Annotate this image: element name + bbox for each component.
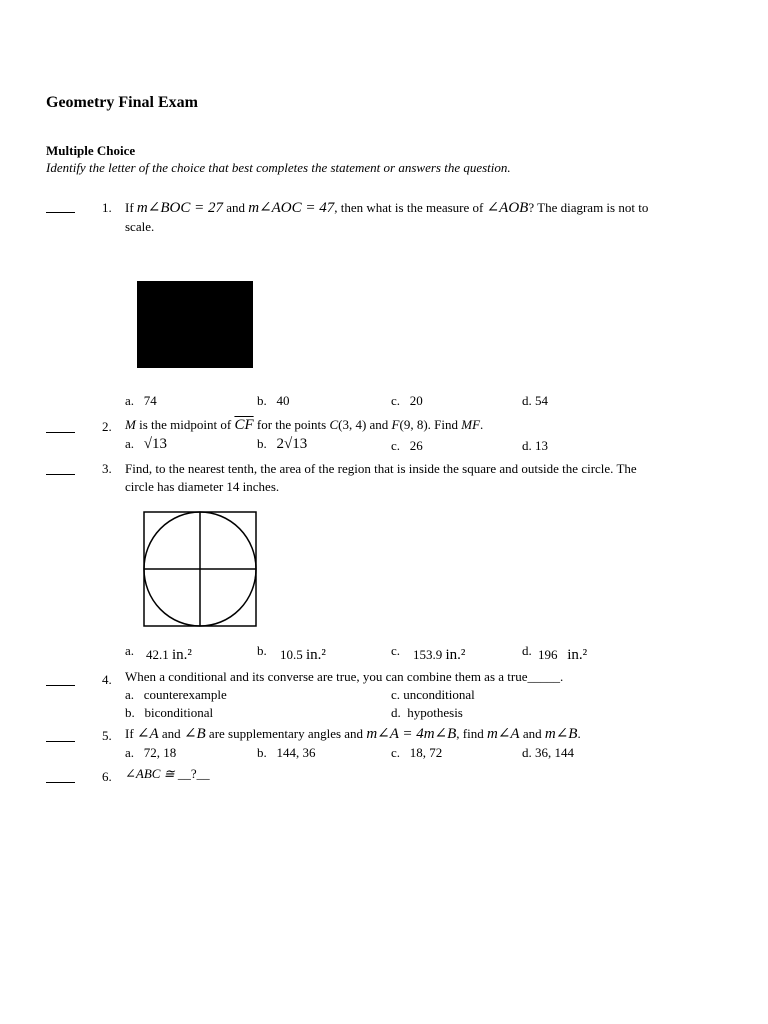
- choice-text: 18, 72: [409, 745, 443, 760]
- text-segment: and: [519, 726, 545, 741]
- question-1-text: [125, 199, 648, 217]
- section-instructions: Identify the letter of the choice that best completes the statement or answers the question.: [46, 160, 511, 175]
- question-6-text: [125, 765, 210, 783]
- choice-d[interactable]: [522, 745, 574, 761]
- answer-blank-2[interactable]: [46, 432, 75, 433]
- choice-text: 26: [409, 438, 423, 453]
- choice-letter: c.: [391, 393, 401, 408]
- choice-letter: a.: [125, 436, 135, 451]
- choice-text: 36, 144: [535, 745, 574, 760]
- section-heading: Multiple Choice: [46, 143, 136, 158]
- question-number: 5.: [102, 728, 112, 743]
- question-3-text: Find, to the nearest tenth, the area of the region that is inside the square and outside the circle. The: [125, 461, 637, 476]
- choice-text: hypothesis: [407, 705, 463, 720]
- choice-text: 10.5: [280, 647, 303, 662]
- unit-text: in.²: [445, 647, 466, 663]
- fill-in-blank: __?__: [177, 766, 210, 781]
- choice-d[interactable]: [522, 393, 548, 409]
- choice-d[interactable]: [391, 705, 463, 721]
- math-expression: m∠A = 4m∠B: [366, 726, 457, 742]
- choice-letter: d.: [391, 705, 401, 720]
- text-segment: .: [480, 417, 484, 432]
- choice-c[interactable]: [391, 687, 475, 703]
- math-expression: ∠B: [183, 726, 206, 742]
- choice-letter: b.: [257, 436, 267, 451]
- text-segment: , then what is the measure of: [334, 200, 487, 215]
- choice-a[interactable]: [125, 745, 176, 761]
- choice-text: 153.9: [413, 647, 443, 662]
- choice-letter: c.: [391, 687, 401, 702]
- choice-b[interactable]: [257, 643, 267, 659]
- choice-a[interactable]: [125, 643, 134, 659]
- text-segment: If: [125, 200, 137, 215]
- answer-blank-1[interactable]: [46, 212, 75, 213]
- answer-blank-3[interactable]: [46, 474, 75, 475]
- choice-b[interactable]: [125, 705, 213, 721]
- math-expression: ∠A: [136, 726, 159, 742]
- choice-letter: c.: [391, 643, 401, 658]
- answer-blank-6[interactable]: [46, 782, 75, 783]
- choice-letter: b.: [125, 705, 135, 720]
- choice-letter: d.: [522, 438, 532, 453]
- text-segment: .: [577, 726, 581, 741]
- choice-text: 144, 36: [276, 745, 316, 760]
- unit-text: in.²: [172, 647, 192, 663]
- question-number: 6.: [102, 769, 112, 784]
- math-expression: ∠ABC ≅: [125, 766, 178, 781]
- answer-blank-4[interactable]: [46, 685, 75, 686]
- math-expression: m∠BOC = 27: [136, 200, 223, 216]
- choice-text: √13: [143, 436, 168, 452]
- math-expression: $\overline{CF}$: [234, 417, 254, 433]
- choice-letter: a.: [125, 643, 135, 658]
- text-segment: is the midpoint of: [135, 417, 235, 432]
- choice-letter: a.: [125, 687, 135, 702]
- text-segment: If: [125, 726, 137, 741]
- choice-b[interactable]: [257, 745, 316, 761]
- choice-c[interactable]: [391, 393, 423, 409]
- math-expression: F: [391, 417, 400, 432]
- choice-letter: a.: [125, 393, 135, 408]
- question-number: 4.: [102, 672, 112, 687]
- choice-text: counterexample: [143, 687, 227, 702]
- text-segment: and: [222, 200, 249, 215]
- question-1-text-line2: scale.: [125, 219, 155, 234]
- choice-b[interactable]: [257, 436, 307, 453]
- choice-letter: c.: [391, 438, 401, 453]
- choice-text: biconditional: [144, 705, 214, 720]
- math-expression: MF: [461, 417, 481, 432]
- math-expression: m∠B: [544, 726, 578, 742]
- choice-letter: b.: [257, 745, 267, 760]
- choice-text: 40: [276, 393, 290, 408]
- text-segment: are supplementary angles and: [205, 726, 367, 741]
- text-segment: ? The diagram is not to: [528, 200, 649, 215]
- choice-letter: b.: [257, 643, 267, 658]
- square-circle-diagram: [143, 511, 257, 627]
- choice-letter: d.: [522, 745, 532, 760]
- unit-text: in.²: [306, 647, 326, 663]
- choice-text: 42.1: [146, 647, 169, 662]
- choice-letter: a.: [125, 745, 135, 760]
- diagram-image: [137, 281, 253, 368]
- choice-b-value: [280, 647, 326, 664]
- choice-c[interactable]: [391, 643, 400, 659]
- choice-d[interactable]: [522, 438, 548, 454]
- choice-c-value: [413, 647, 465, 664]
- choice-text: unconditional: [403, 687, 475, 702]
- choice-letter: b.: [257, 393, 267, 408]
- choice-letter: c.: [391, 745, 401, 760]
- choice-text: 196: [538, 647, 558, 662]
- choice-text: 72, 18: [143, 745, 177, 760]
- choice-text: 2√13: [276, 436, 308, 452]
- choice-d[interactable]: [522, 643, 532, 659]
- choice-d-value: [538, 647, 587, 664]
- question-3-text-line2: circle has diameter 14 inches.: [125, 479, 280, 494]
- text-segment: and: [158, 726, 184, 741]
- choice-text: 13: [535, 438, 548, 453]
- math-expression: m∠A: [487, 726, 520, 742]
- question-number: 3.: [102, 461, 112, 476]
- math-expression: ∠AOB: [486, 200, 529, 216]
- choice-a[interactable]: [125, 393, 157, 409]
- choice-a[interactable]: [125, 687, 227, 703]
- text-segment: (9, 8). Find: [399, 417, 462, 432]
- question-number: 2.: [102, 419, 112, 434]
- math-expression: M: [125, 417, 136, 432]
- math-expression: m∠AOC = 47: [248, 200, 335, 216]
- choice-letter: d.: [522, 393, 532, 408]
- text-segment: (3, 4) and: [338, 417, 392, 432]
- choice-a-value: [146, 647, 192, 664]
- choice-text: 54: [535, 393, 548, 408]
- choice-text: 20: [409, 393, 423, 408]
- choice-letter: d.: [522, 643, 532, 658]
- choice-c[interactable]: [391, 745, 442, 761]
- text-segment: for the points: [253, 417, 330, 432]
- choice-a[interactable]: [125, 436, 167, 453]
- question-2-text: [125, 416, 483, 434]
- text-segment: , find: [456, 726, 487, 741]
- question-5-text: [125, 725, 581, 743]
- answer-blank-5[interactable]: [46, 741, 75, 742]
- question-number: 1.: [102, 200, 112, 215]
- unit-text: in.²: [567, 647, 588, 663]
- choice-text: 74: [143, 393, 157, 408]
- question-4-text: When a conditional and its converse are true, you can combine them as a true_____.: [125, 669, 564, 684]
- choice-b[interactable]: [257, 393, 290, 409]
- page-title: Geometry Final Exam: [46, 94, 198, 111]
- choice-c[interactable]: [391, 438, 423, 454]
- math-expression: C: [329, 417, 339, 432]
